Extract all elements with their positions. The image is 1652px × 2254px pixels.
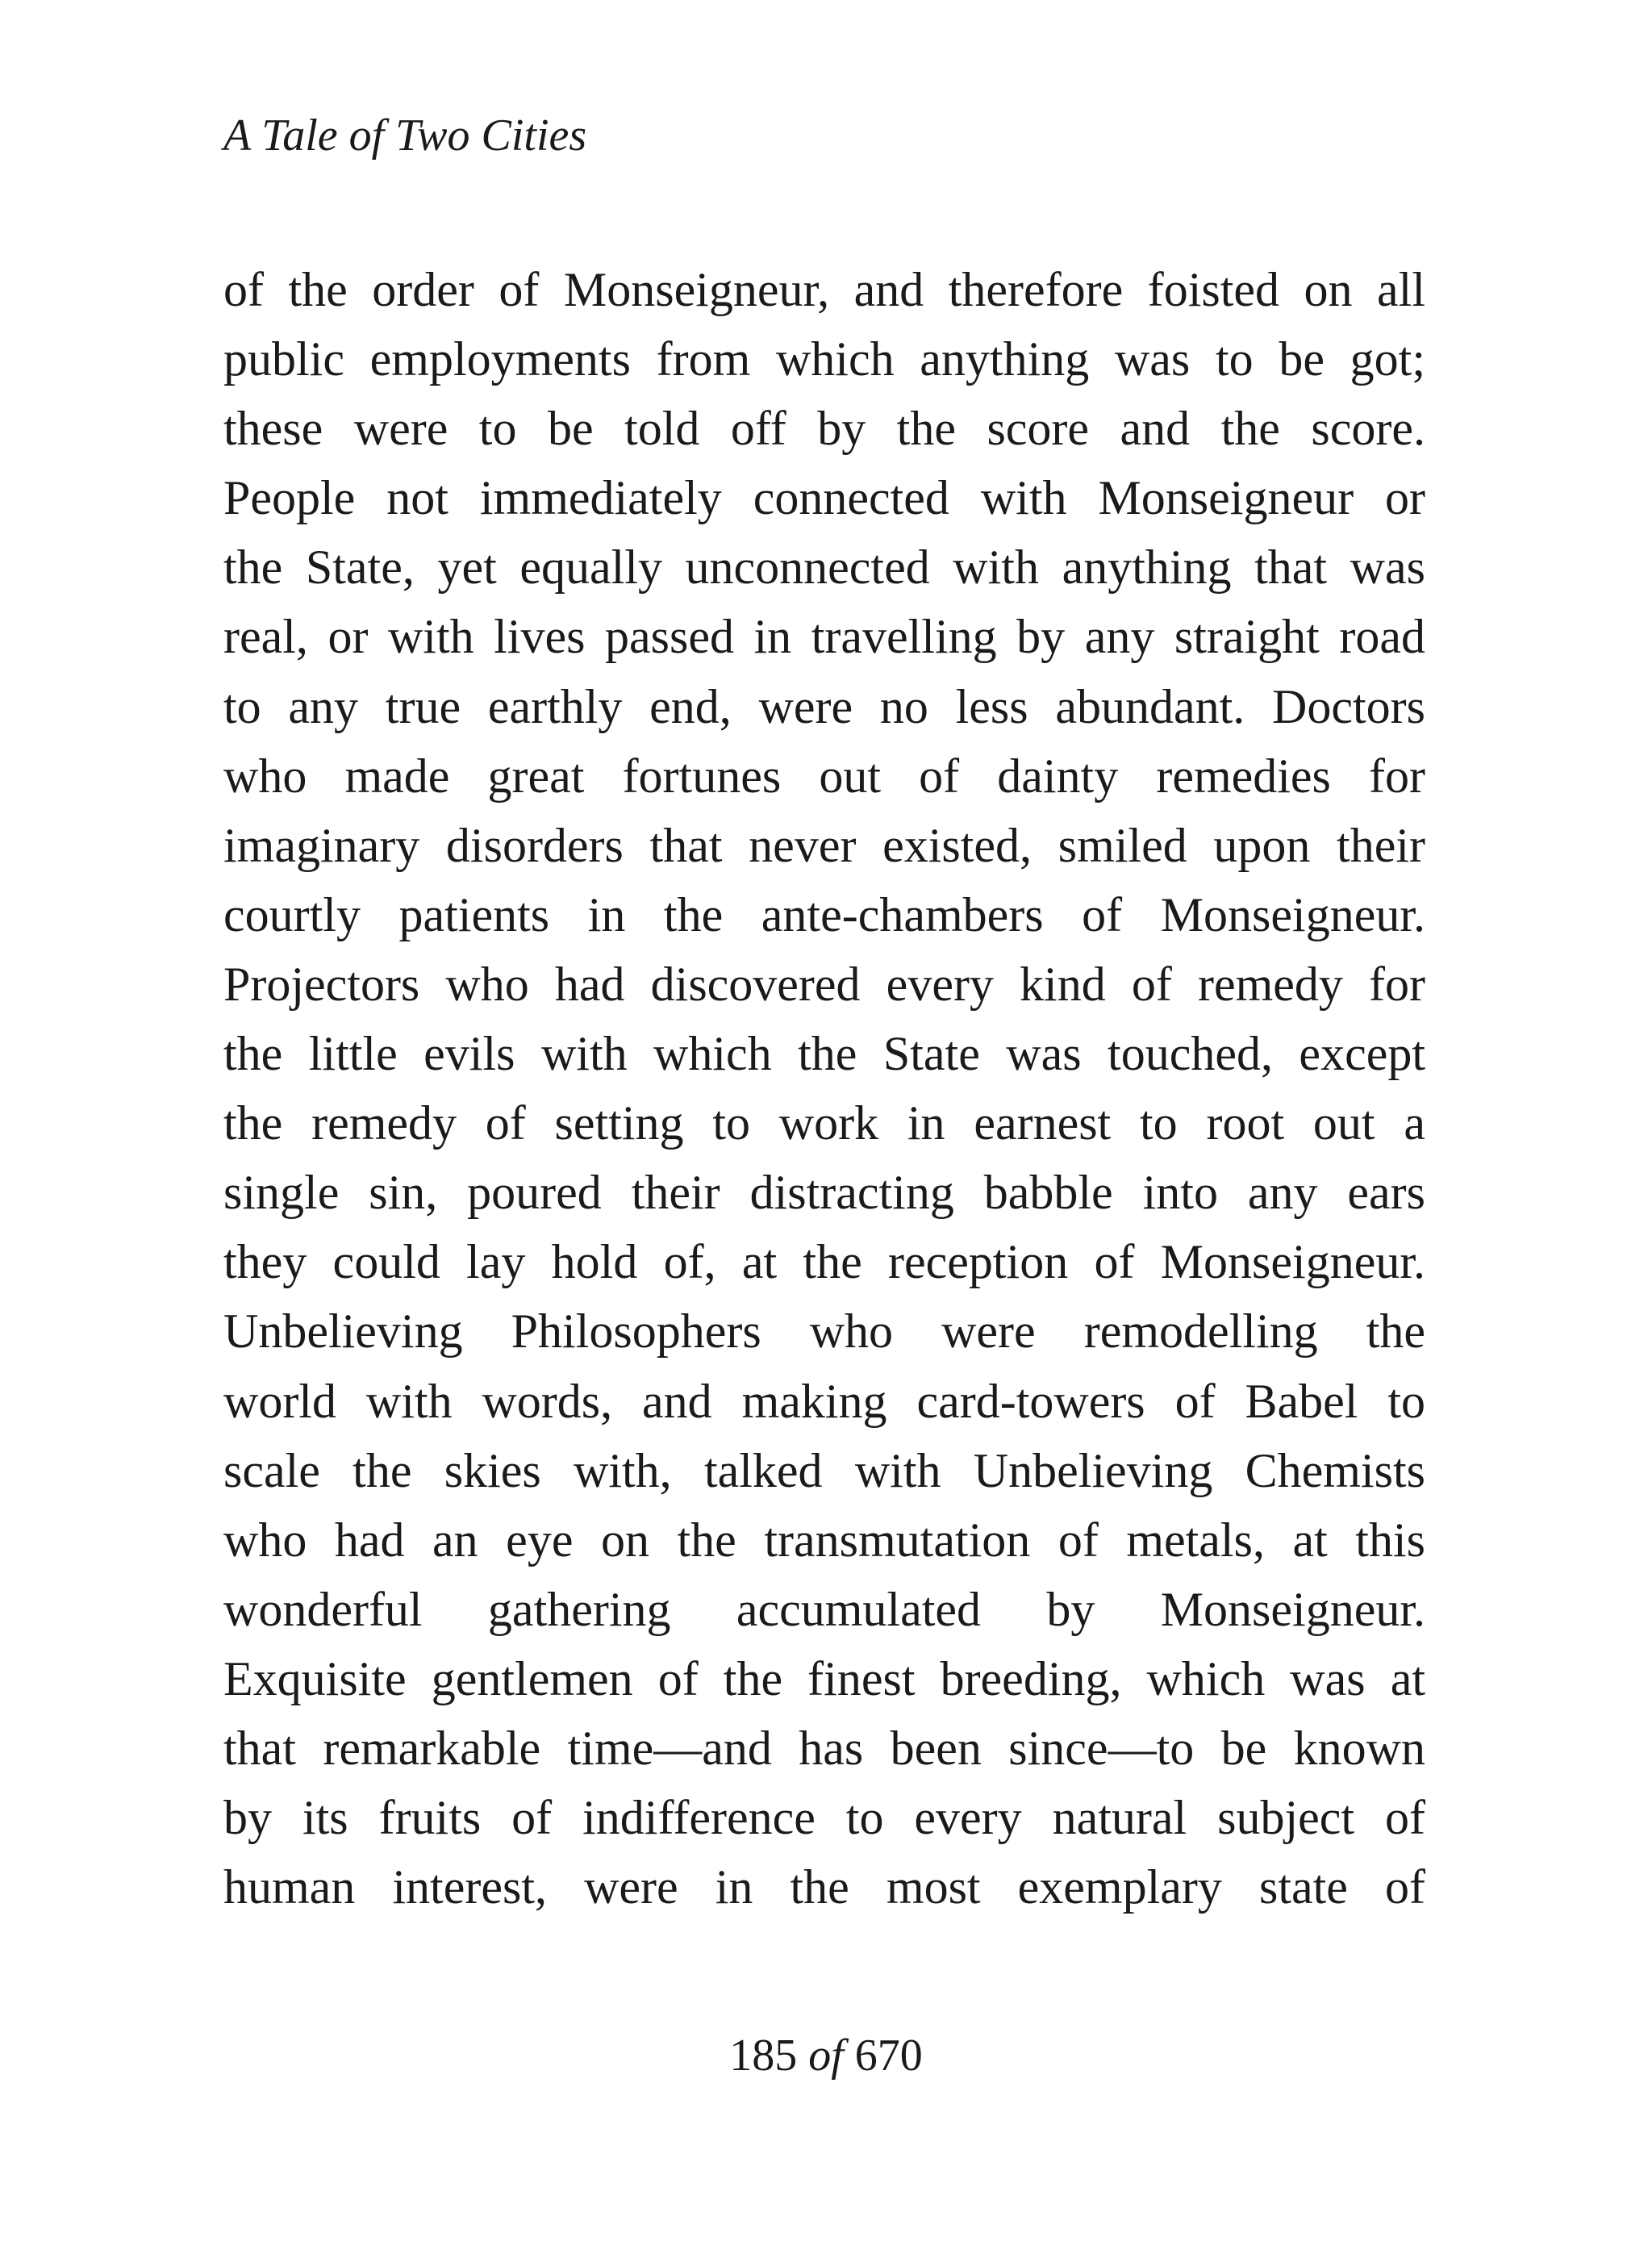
text-line: imaginary disorders that never existed, smiled upon their [223, 818, 1425, 872]
text-line: who had an eye on the transmutation of metals, at this [223, 1513, 1425, 1567]
text-line: the State, yet equally unconnected with anything that was [223, 541, 1425, 595]
text-line: by its fruits of indifference to every natural subject of [223, 1791, 1425, 1845]
text-line: the remedy of setting to work in earnest to root out a [223, 1096, 1425, 1150]
text-line: courtly patients in the ante-chambers of Monseigneur. [223, 887, 1425, 941]
text-line: public employments from which anything was to be got; [223, 332, 1425, 386]
text-line: human interest, were in the most exemplary state of [223, 1860, 1425, 1914]
text-line: that remarkable time—and has been since—to be known [223, 1721, 1425, 1775]
total-pages-number: 670 [854, 2031, 923, 2081]
text-line: who made great fortunes out of dainty remedies for [223, 749, 1425, 803]
text-line: Projectors who had discovered every kind of remedy for [223, 957, 1425, 1011]
text-line: single sin, poured their distracting babble into any ears [223, 1166, 1425, 1220]
text-line: world with words, and making card-towers of Babel to [223, 1374, 1425, 1428]
text-line: these were to be told off by the score and the score. [223, 402, 1425, 456]
text-line: Exquisite gentlemen of the finest breeding, which was at [223, 1651, 1425, 1705]
text-line: Unbelieving Philosophers who were remodelling the [223, 1304, 1425, 1359]
text-line: they could lay hold of, at the reception of Monseigneur. [223, 1235, 1425, 1289]
text-line: wonderful gathering accumulated by Monseigneur. [223, 1582, 1425, 1636]
text-line: scale the skies with, talked with Unbelieving Chemists [223, 1443, 1425, 1497]
page-number-footer [0, 2023, 1652, 2088]
current-page-number: 185 [729, 2031, 798, 2081]
page-body-text [223, 255, 1425, 1922]
text-line: of the order of Monseigneur, and therefore foisted on all [223, 263, 1425, 316]
text-line: People not immediately connected with Monseigneur or [223, 471, 1425, 525]
page-of-label: of [808, 2031, 844, 2081]
text-line: the little evils with which the State was touched, except [223, 1027, 1425, 1081]
text-line: to any true earthly end, were no less abundant. Doctors [223, 679, 1425, 733]
text-line: real, or with lives passed in travelling by any straight road [223, 610, 1425, 664]
running-head-title: A Tale of Two Cities [223, 111, 587, 161]
